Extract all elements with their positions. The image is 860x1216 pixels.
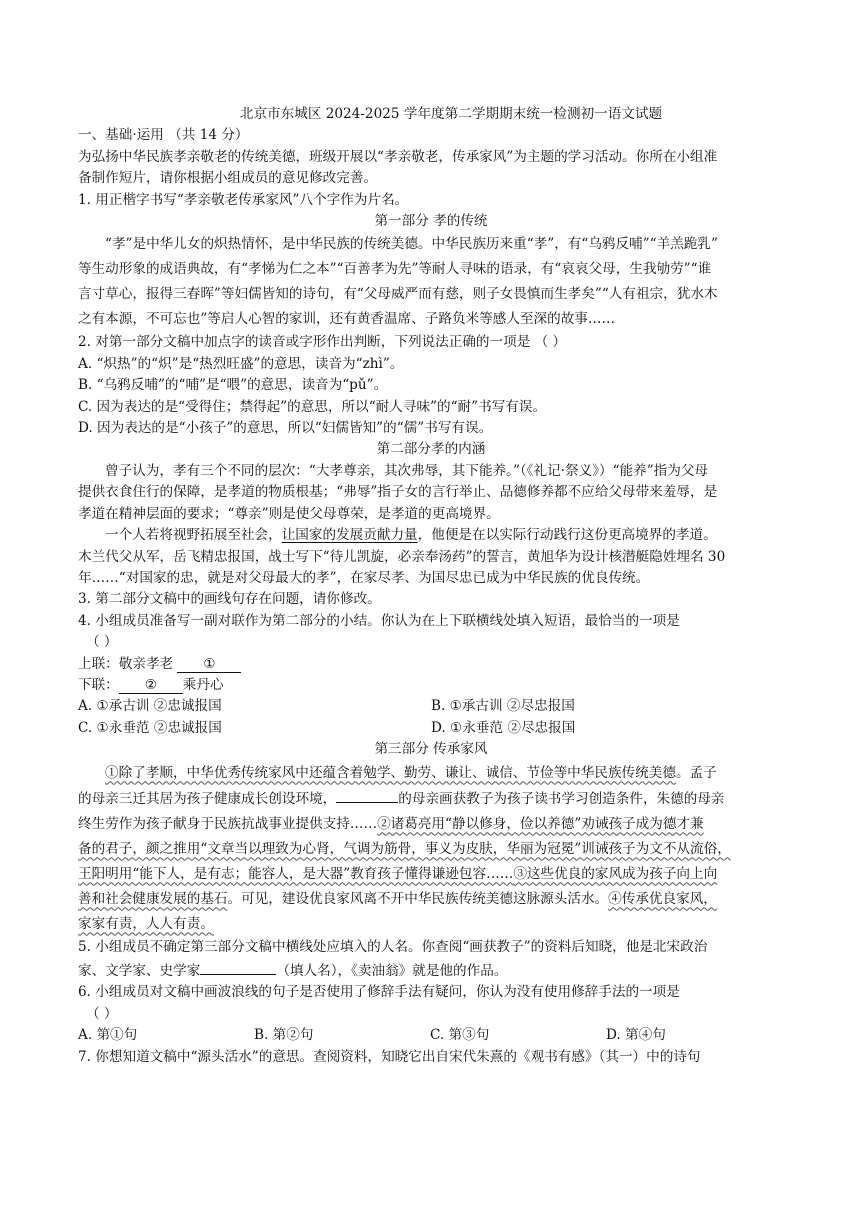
paragraph-line <box>78 837 784 862</box>
page-title: 北京市东城区 2024-2025 学年度第二学期期末统一检测初一语文试题 <box>239 106 663 122</box>
wavy-sentence: ①除了孝顺，中华优秀传统家风中还蕴含着勉学、勤劳、谦让、诚信、节俭等中华民族传统美德 <box>105 764 676 781</box>
exam-page <box>78 104 784 1068</box>
text: 的母亲三迁其居为孩子健康成长创设环境， <box>78 790 337 807</box>
wavy-sentence: ③这些优良的家风成为孩子向上向 <box>513 865 718 882</box>
question-7: 7. 你想知道文稿中“源头活水”的意思。查阅资料，知晓它出自宋代朱熹的《观书有感》（其一）中的诗句 <box>78 1048 701 1065</box>
paragraph-line: 等生动形象的成语典故，有“孝悌为仁之本”“百善孝为先”等耐人寻味的语录，有“哀哀父母，生我劬劳”“谁 <box>78 261 712 278</box>
question-3: 3. 第二部分文稿中的画线句存在问题，请你修改。 <box>78 591 381 608</box>
question-5 <box>78 958 784 982</box>
part3-heading: 第三部分 传承家风 <box>374 741 488 758</box>
wavy-sentence: 备的君子，颜之推用“文章当以理致为心肾，气调为筋骨，事义为皮肤，华丽为冠冕”训诫孩子为文不从流俗， <box>78 840 731 857</box>
paragraph-line: 言寸草心，报得三春晖”等妇儒皆知的诗句，有“父母威严而有慈，则子女畏慎而生孝矣”“人有祖宗，犹水木 <box>78 286 718 303</box>
paragraph-line: 孝道在精神层面的要求；“尊亲”则是使父母尊荣，是孝道的更高境界。 <box>78 505 500 522</box>
couplet-label: 下联： <box>78 676 119 693</box>
paragraph-line: 提供衣食住行的保障，是孝道的物质根基；“弗辱”指子女的言行举止、品德修养都不应给父母带来羞辱，是 <box>78 484 718 501</box>
text: 。孟子 <box>675 764 717 781</box>
fill-blank: ① <box>177 656 241 673</box>
paragraph-line: 年……“对国家的忠，就是对父母最大的孝”，在家尽孝、为国尽忠已成为中华民族的优良传统。 <box>78 569 650 586</box>
intro-line: 备制作短片，请你根据小组成员的意见修改完善。 <box>78 170 378 187</box>
option: C. 第③句 <box>430 1027 490 1044</box>
option: D. 因为表达的是“小孩子”的意思，所以“妇儒皆知”的“儒”书写有误。 <box>78 420 493 437</box>
fill-blank <box>336 786 398 803</box>
wavy-sentence: ④传承优良家风， <box>608 890 717 907</box>
paragraph-line: “孝”是中华儿女的炽热情怀，是中华民族的传统美德。中华民族历来重“孝”，有“乌鸦反哺”“羊羔跪乳” <box>105 236 718 253</box>
underlined-sentence: 让国家的发展贡献力量 <box>281 527 418 544</box>
couplet-lower <box>78 675 784 696</box>
paragraph-line <box>78 812 784 837</box>
answer-paren: （ ） <box>86 1005 118 1022</box>
paragraph-line <box>78 862 784 887</box>
paragraph-line: 曾子认为，孝有三个不同的层次：“大孝尊亲，其次弗辱，其下能养。”（《礼记·祭义》）“能养”指为父母 <box>105 462 709 479</box>
option: B. 第②句 <box>254 1027 314 1044</box>
couplet-label: 上联：敬亲孝老 <box>78 655 174 672</box>
couplet-upper <box>78 654 784 675</box>
fill-blank: ② <box>119 677 183 694</box>
text: ，他便是在以实际行动践行这份更高境界的孝道。 <box>417 527 717 544</box>
wavy-sentence: ②诸葛亮用“静以修身，俭以养德”劝诫孩子成为德才兼 <box>377 815 704 832</box>
option: A. ①承古训 ②忠诚报国 <box>78 698 222 715</box>
option: D. ①永垂范 ②尽忠报国 <box>431 719 576 736</box>
text: 。可见，建设优良家风离不开中华民族传统美德这脉源头活水。 <box>227 890 609 907</box>
question-1: 1. 用正楷字书写“孝亲敬老传承家风”八个字作为片名。 <box>78 191 409 208</box>
paragraph-line: 之有本源，不可忘也”等启人心智的家训，还有黄香温席、子路负米等感人至深的故事…… <box>78 311 616 328</box>
paragraph-line <box>78 786 784 812</box>
option: B. “乌鸦反哺”的“哺”是“喂”的意思，读音为“pǔ”。 <box>78 377 388 394</box>
text: 的母亲画获教子为孩子读书学习创造条件，朱德的母亲 <box>398 790 725 807</box>
text: （填人名），《卖油翁》就是他的作品。 <box>276 962 508 979</box>
paragraph-line <box>78 887 784 912</box>
question-5: 5. 小组成员不确定第三部分文稿中横线处应填入的人名。你查阅“画获教子”的资料后知晓，他是北宋政治 <box>78 938 708 955</box>
paragraph-line <box>78 912 784 937</box>
question-4-stem: 4. 小组成员准备写一副对联作为第二部分的小结。你认为在上下联横线处填入短语，最恰当的一项是 <box>78 612 680 629</box>
question-6-stem: 6. 小组成员对文稿中画波浪线的句子是否使用了修辞手法有疑问，你认为没有使用修辞手法的一项是 <box>78 984 680 1001</box>
section-heading: 一、基础·运用 （共 14 分） <box>78 127 249 144</box>
option: D. 第④句 <box>606 1027 666 1044</box>
intro-line: 为弘扬中华民族孝亲敬老的传统美德，班级开展以“孝亲敬老，传承家风”为主题的学习活动。你所在小组准 <box>78 148 718 165</box>
question-2-stem: 2. 对第一部分文稿中加点字的读音或字形作出判断，下列说法正确的一项是 （ ） <box>78 334 567 351</box>
wavy-sentence: 王阳明用“能下人，是有志；能容人，是大器”教育孩子懂得谦逊包容…… <box>78 865 514 882</box>
paragraph-line: 木兰代父从军，岳飞精忠报国，战士写下“待儿凯旋，必亲奉汤药”的誓言，黄旭华为设计核潜艇隐姓埋名 30 <box>78 548 726 565</box>
wavy-sentence: 家家有责，人人有责。 <box>78 915 214 932</box>
option: C. ①永垂范 ②忠诚报国 <box>78 719 222 736</box>
option: C. 因为表达的是“受得住；禁得起”的意思，所以“耐人寻味”的“耐”书写有误。 <box>78 398 547 415</box>
fill-blank <box>200 958 276 975</box>
text: 终生劳作为孩子献身于民族抗战事业提供支持…… <box>78 815 378 832</box>
paragraph-line <box>78 525 784 546</box>
text: 家、文学家、史学家 <box>78 962 201 979</box>
part1-heading: 第一部分 孝的传统 <box>374 213 488 230</box>
answer-paren: （ ） <box>86 634 118 651</box>
couplet-tail: 乘丹心 <box>182 676 224 693</box>
part2-heading: 第二部分孝的内涵 <box>376 441 486 458</box>
paragraph-line <box>78 761 784 786</box>
text: 一个人若将视野拓展至社会， <box>105 527 282 544</box>
option: B. ①承古训 ②尽忠报国 <box>431 698 575 715</box>
wavy-sentence: 善和社会健康发展的基石 <box>78 890 228 907</box>
option: A. 第①句 <box>78 1027 138 1044</box>
option: A. “炽热”的“炽”是“热烈旺盛”的意思，读音为“zhì”。 <box>78 355 404 372</box>
